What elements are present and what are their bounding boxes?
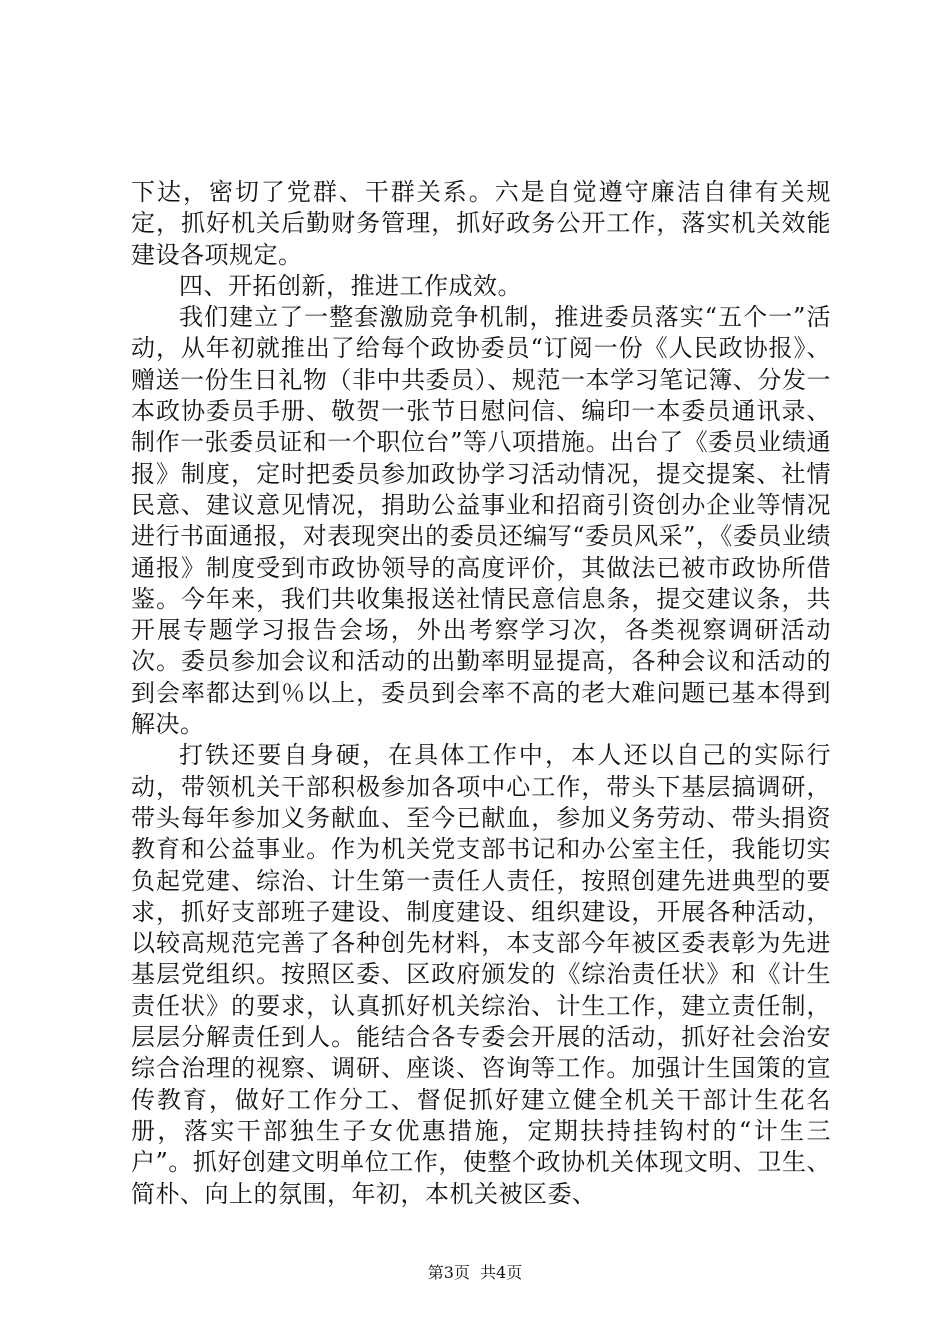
- page-footer: [0, 1260, 950, 1283]
- paragraph-continuation: 下达，密切了党群、干群关系。六是自觉遵守廉洁自律有关规定，抓好机关后勤财务管理，抓好政务公开工作，落实机关效能建设各项规定。: [131, 178, 831, 269]
- section-heading: 四、开拓创新，推进工作成效。: [179, 271, 522, 300]
- paragraph-incentive-mechanism: 我们建立了一整套激励竞争机制，推进委员落实“五个一”活动，从年初就推出了给每个政协委员“订阅一份《人民政协报》、赠送一份生日礼物（非中共委员）、规范一本学习笔记簿、分发一本政协委员手册、敬贺一张节日慰问信、编印一本委员通讯录、制作一张委员证和一个职位台”等八项措施。出台了《委员业绩通报》制度，定时把委员参加政协学习活动情况，提交提案、社情民意、建议意见情况，捐助公益事业和招商引资创办企业等情况进行书面通报，对表现突出的委员还编写“委员风采”，《委员业绩通报》制度受到市政协领导的高度评价，其做法已被市政协所借鉴。今年来，我们共收集报送社情民意信息条，提交建议条，共开展专题学习报告会场，外出考察学习次，各类视察调研活动次。委员参加会议和活动的出勤率明显提高，各种会议和活动的到会率都达到％以上，委员到会率不高的老大难问题已基本得到解决。: [131, 303, 831, 739]
- paragraph-self-discipline: 打铁还要自身硬，在具体工作中，本人还以自己的实际行动，带领机关干部积极参加各项中心工作，带头下基层搞调研，带头每年参加义务献血、至今已献血，参加义务劳动、带头捐资教育和公益事业。作为机关党支部书记和办公室主任，我能切实负起党建、综治、计生第一责任人责任，按照创建先进典型的要求，抓好支部班子建设、制度建设、组织建设，开展各种活动，以较高规范完善了各种创先材料，本支部今年被区委表彰为先进基层党组织。按照区委、区政府颁发的《综治责任状》和《计生责任状》的要求，认真抓好机关综治、计生工作，建立责任制，层层分解责任到人。能结合各专委会开展的活动，抓好社会治安综合治理的视察、调研、座谈、咨询等工作。加强计生国策的宣传教育，做好工作分工、督促抓好建立健全机关干部计生花名册，落实干部独生子女优惠措施，定期扶持挂钩村的“计生三户”。抓好创建文明单位工作，使整个政协机关体现文明、卫生、简朴、向上的氛围，年初，本机关被区委、: [131, 741, 831, 1208]
- page-number: 第3页 共4页: [427, 1263, 523, 1282]
- document-body: [131, 177, 831, 1210]
